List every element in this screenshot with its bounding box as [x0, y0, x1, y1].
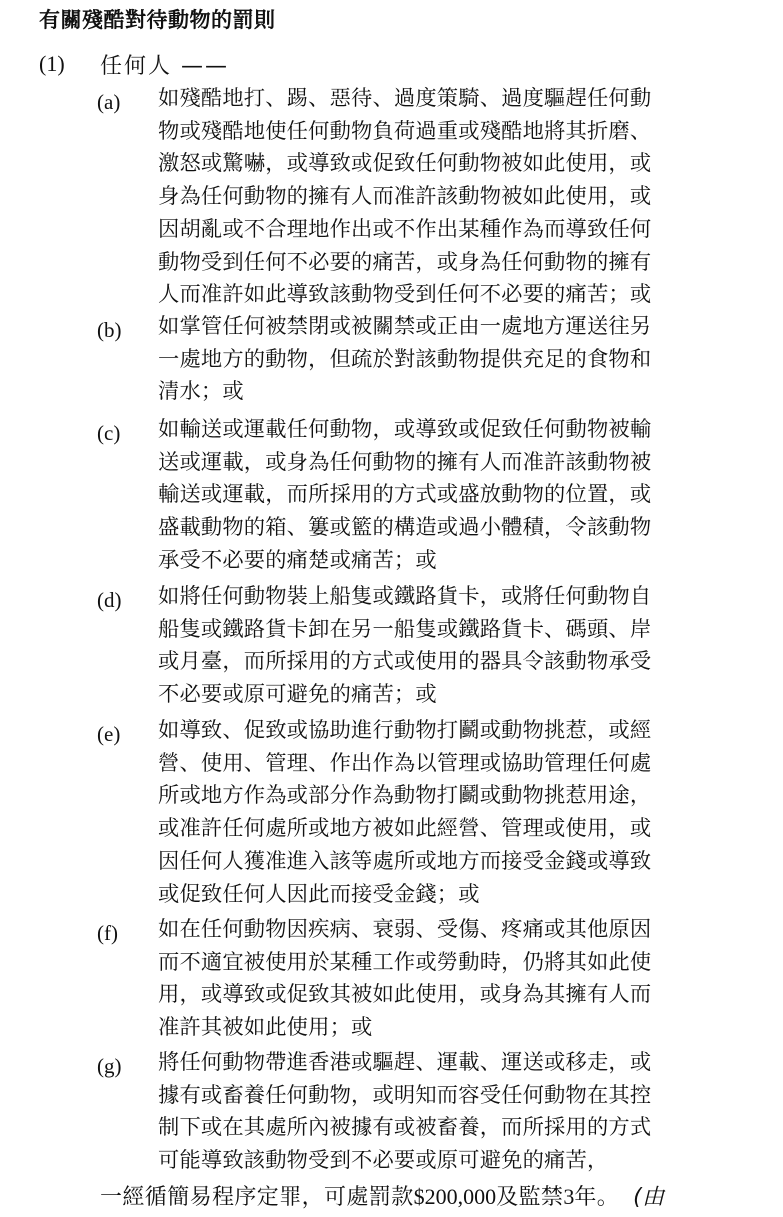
paragraph-line: 不必要或原可避免的痛苦；或 — [158, 682, 437, 708]
paragraph-label: (c) — [97, 421, 121, 445]
paragraph-line: 送或運載，或身為任何動物的擁有人而准許該動物被 — [158, 449, 652, 475]
paragraph-line: 一處地方的動物，但疏於對該動物提供充足的食物和 — [158, 346, 652, 372]
paragraph-label: (f) — [97, 921, 118, 945]
paragraph-line: 因胡亂或不合理地作出或不作出某種作為而導致任何 — [158, 216, 652, 242]
paragraph-text — [158, 914, 768, 1045]
paragraph-text — [158, 581, 768, 712]
penalty-middle: 及監禁 — [496, 1185, 564, 1210]
subsection-lead: 任何人 —— — [100, 54, 229, 79]
paragraph-label: (d) — [97, 588, 122, 612]
paragraph-line: 人而准許如此導致該動物受到任何不必要的痛苦；或 — [158, 282, 652, 308]
penalty-suffix: 年。 — [574, 1185, 620, 1210]
paragraph-text — [158, 414, 768, 578]
paragraph-line: 如將任何動物裝上船隻或鐵路貨卡，或將任何動物自 — [158, 584, 652, 609]
section-heading: 有關殘酷對待動物的罰則 — [39, 8, 276, 32]
subsection-number: (1) — [39, 51, 65, 76]
paragraph-line: 營、使用、管理、作出作為以管理或協助管理任何處 — [158, 750, 652, 776]
paragraph-line: 動物受到任何不必要的痛苦，或身為任何動物的擁有 — [158, 249, 652, 275]
paragraph-line: 而不適宜被使用於某種工作或勞動時，仍將其如此使 — [158, 949, 652, 975]
paragraph-line: 如輸送或運載任何動物，或導致或促致任何動物被輸 — [158, 417, 652, 442]
paragraph-label: (b) — [97, 318, 122, 342]
paragraph-line: 如導致、促致或協助進行動物打鬬或動物挑惹，或經 — [158, 718, 652, 743]
penalty-note: (由 — [633, 1185, 665, 1210]
paragraph-line: 准許其被如此使用；或 — [158, 1015, 373, 1041]
paragraph-line: 如在任何動物因疾病、衰弱、受傷、疼痛或其他原因 — [158, 917, 652, 942]
paragraph-line: 承受不必要的痛楚或痛苦；或 — [158, 547, 437, 573]
paragraph-line: 輸送或運載，而所採用的方式或盛放動物的位置，或 — [158, 482, 652, 508]
paragraph-line: 或准許任何處所或地方被如此經營、管理或使用，或 — [158, 816, 652, 842]
paragraph-line: 制下或在其處所內被據有或被畜養，而所採用的方式 — [158, 1115, 652, 1141]
paragraph-line: 清水；或 — [158, 379, 244, 405]
paragraph-line: 船隻或鐵路貨卡卸在另一船隻或鐵路貨卡、碼頭、岸 — [158, 616, 652, 642]
paragraph-line: 可能導致該動物受到不必要或原可避免的痛苦， — [158, 1148, 609, 1174]
paragraph-line: 物或殘酷地使任何動物負荷過重或殘酷地將其折磨、 — [158, 118, 652, 144]
paragraph-line: 將任何動物帶進香港或驅趕、運載、運送或移走，或 — [158, 1050, 652, 1075]
paragraph-line: 身為任何動物的擁有人而准許該動物被如此使用，或 — [158, 184, 652, 210]
paragraph-line: 因任何人獲准進入該等處所或地方而接受金錢或導致 — [158, 848, 652, 874]
paragraph-text — [158, 1047, 768, 1178]
penalty-clause — [100, 1180, 665, 1211]
paragraph-line: 如殘酷地打、踢、惡待、過度策騎、過度驅趕任何動 — [158, 86, 652, 111]
penalty-fine: $200,000 — [413, 1184, 497, 1209]
penalty-prefix: 一經循簡易程序定罪，可處罰款 — [100, 1185, 414, 1210]
penalty-term: 3 — [563, 1184, 575, 1209]
paragraph-label: (e) — [97, 722, 121, 746]
paragraph-text — [158, 715, 768, 911]
paragraph-text — [158, 311, 768, 409]
paragraph-label: (g) — [97, 1054, 122, 1078]
paragraph-line: 如掌管任何被禁閉或被關禁或正由一處地方運送往另 — [158, 314, 652, 339]
paragraph-line: 據有或畜養任何動物，或明知而容受任何動物在其控 — [158, 1082, 652, 1108]
paragraph-line: 激怒或驚嚇，或導致或促致任何動物被如此使用，或 — [158, 151, 652, 177]
paragraph-line: 或促致任何人因此而接受金錢；或 — [158, 881, 480, 907]
paragraph-line: 用，或導致或促致其被如此使用，或身為其擁有人而 — [158, 982, 652, 1008]
paragraph-line: 或月臺，而所採用的方式或使用的器具令該動物承受 — [158, 649, 652, 675]
paragraph-label: (a) — [97, 90, 121, 114]
paragraph-line: 盛載動物的箱、簍或籃的構造或過小體積，令該動物 — [158, 515, 652, 541]
paragraph-line: 所或地方作為或部分作為動物打鬬或動物挑惹用途， — [158, 783, 652, 809]
paragraph-text — [158, 83, 768, 312]
